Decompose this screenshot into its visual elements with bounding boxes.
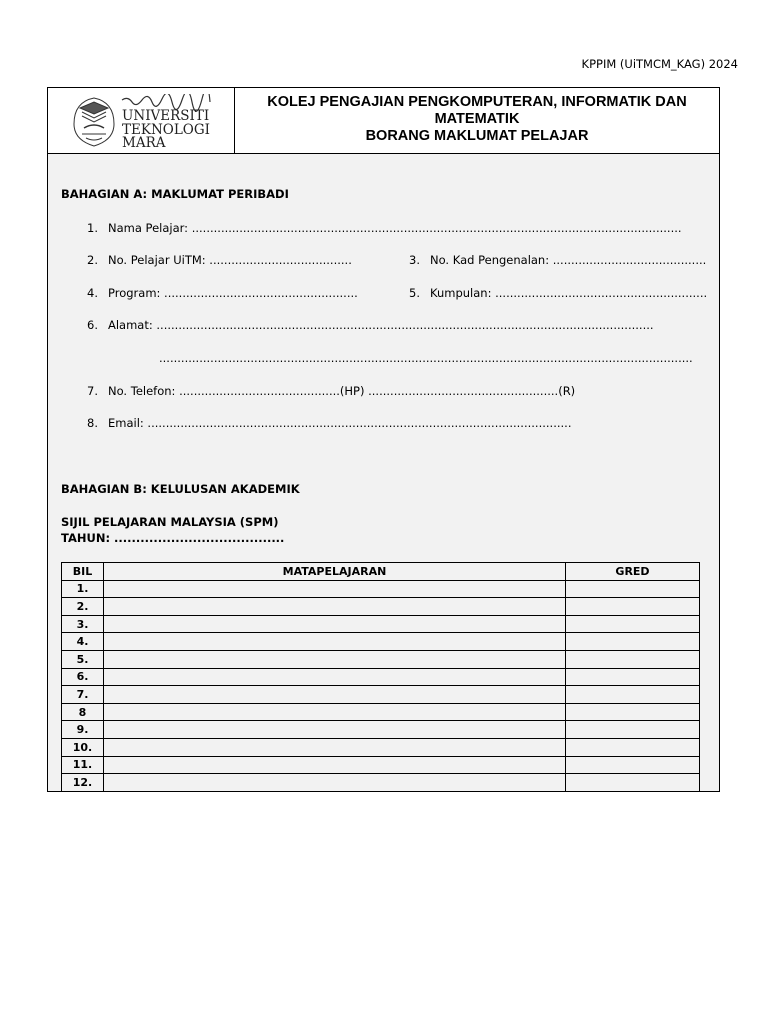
field-no-telefon[interactable] (78, 384, 575, 398)
section-a-heading: BAHAGIAN A: MAKLUMAT PERIBADI (61, 187, 289, 201)
spm-title: SIJIL PELAJARAN MALAYSIA (SPM) (61, 515, 279, 529)
spm-grades-table (61, 562, 700, 792)
grade-cell[interactable] (566, 615, 700, 633)
logo-line3: MARA (122, 135, 166, 148)
table-row (62, 756, 700, 774)
grade-cell[interactable] (566, 774, 700, 792)
grade-cell[interactable] (566, 756, 700, 774)
grade-cell[interactable] (566, 650, 700, 668)
field-label: Program: ..................................................... (108, 286, 358, 300)
field-number: 3. (409, 253, 420, 267)
table-row (62, 668, 700, 686)
field-tahun[interactable]: TAHUN: ....................................... (61, 531, 285, 545)
field-number: 8. (87, 416, 98, 430)
field-number: 6. (87, 318, 98, 332)
field-label: Kumpulan: .......................................................... (430, 286, 708, 300)
grade-cell[interactable] (566, 738, 700, 756)
subject-cell[interactable] (104, 668, 566, 686)
row-number: 1. (62, 580, 104, 598)
field-kad-pengenalan[interactable] (400, 253, 706, 267)
table-row (62, 774, 700, 792)
field-alamat-line-2[interactable]: .................................................................................................................................................. (159, 351, 693, 365)
subject-cell[interactable] (104, 580, 566, 598)
title-line-1: KOLEJ PENGAJIAN PENGKOMPUTERAN, INFORMATIK DAN (267, 94, 687, 110)
section-b-heading: BAHAGIAN B: KELULUSAN AKADEMIK (61, 482, 300, 496)
field-label: Alamat: ........................................................................................................................................ (108, 318, 654, 332)
grade-cell[interactable] (566, 721, 700, 739)
col-subject-header: MATAPELAJARAN (104, 563, 566, 581)
subject-cell[interactable] (104, 650, 566, 668)
title-line-2: MATEMATIK (434, 111, 520, 127)
row-number: 8 (62, 703, 104, 721)
logo-line2: TEKNOLOGI (122, 122, 210, 138)
row-number: 3. (62, 615, 104, 633)
document-code: KPPIM (UiTMCM_KAG) 2024 (581, 57, 738, 71)
form-container (47, 87, 720, 792)
logo-line1: UNIVERSITI (122, 108, 210, 124)
field-number: 7. (87, 384, 98, 398)
row-number: 5. (62, 650, 104, 668)
field-label: No. Kad Pengenalan: .......................................... (430, 253, 707, 267)
logo-cell (48, 88, 235, 153)
field-no-pelajar[interactable] (78, 253, 352, 267)
field-label: No. Pelajar UiTM: ....................................... (108, 253, 352, 267)
field-kumpulan[interactable] (400, 286, 707, 300)
subject-cell[interactable] (104, 703, 566, 721)
grade-cell[interactable] (566, 668, 700, 686)
col-grade-header: GRED (566, 563, 700, 581)
subject-cell[interactable] (104, 738, 566, 756)
grade-cell[interactable] (566, 633, 700, 651)
row-number: 9. (62, 721, 104, 739)
table-header-row (62, 563, 700, 581)
grade-cell[interactable] (566, 598, 700, 616)
row-number: 12. (62, 774, 104, 792)
row-number: 2. (62, 598, 104, 616)
table-row (62, 650, 700, 668)
subject-cell[interactable] (104, 721, 566, 739)
row-number: 10. (62, 738, 104, 756)
subject-cell[interactable] (104, 598, 566, 616)
col-bil-header: BIL (62, 563, 104, 581)
subject-cell[interactable] (104, 686, 566, 704)
grade-cell[interactable] (566, 686, 700, 704)
row-number: 11. (62, 756, 104, 774)
table-row (62, 633, 700, 651)
table-row (62, 615, 700, 633)
field-number: 1. (87, 221, 98, 235)
table-row (62, 598, 700, 616)
grade-cell[interactable] (566, 580, 700, 598)
field-program[interactable] (78, 286, 358, 300)
field-nama-pelajar[interactable] (78, 221, 682, 235)
field-label: Email: .................................................................................................................... (108, 416, 572, 430)
field-alamat[interactable] (78, 318, 654, 332)
field-number: 4. (87, 286, 98, 300)
field-label: No. Telefon: ............................................(HP) ....................................................(R) (108, 384, 576, 398)
field-number: 2. (87, 253, 98, 267)
row-number: 4. (62, 633, 104, 651)
field-label: Nama Pelajar: ...................................................................................................................................... (108, 221, 682, 235)
table-row (62, 686, 700, 704)
row-number: 6. (62, 668, 104, 686)
table-row (62, 721, 700, 739)
subject-cell[interactable] (104, 756, 566, 774)
table-row (62, 580, 700, 598)
grade-cell[interactable] (566, 703, 700, 721)
form-title (235, 88, 719, 153)
title-line-3: BORANG MAKLUMAT PELAJAR (365, 128, 589, 144)
table-row (62, 703, 700, 721)
form-header (48, 88, 719, 154)
field-number: 5. (409, 286, 420, 300)
row-number: 7. (62, 686, 104, 704)
subject-cell[interactable] (104, 774, 566, 792)
uitm-logo-icon (70, 94, 215, 148)
field-email[interactable] (78, 416, 571, 430)
subject-cell[interactable] (104, 633, 566, 651)
table-row (62, 738, 700, 756)
subject-cell[interactable] (104, 615, 566, 633)
